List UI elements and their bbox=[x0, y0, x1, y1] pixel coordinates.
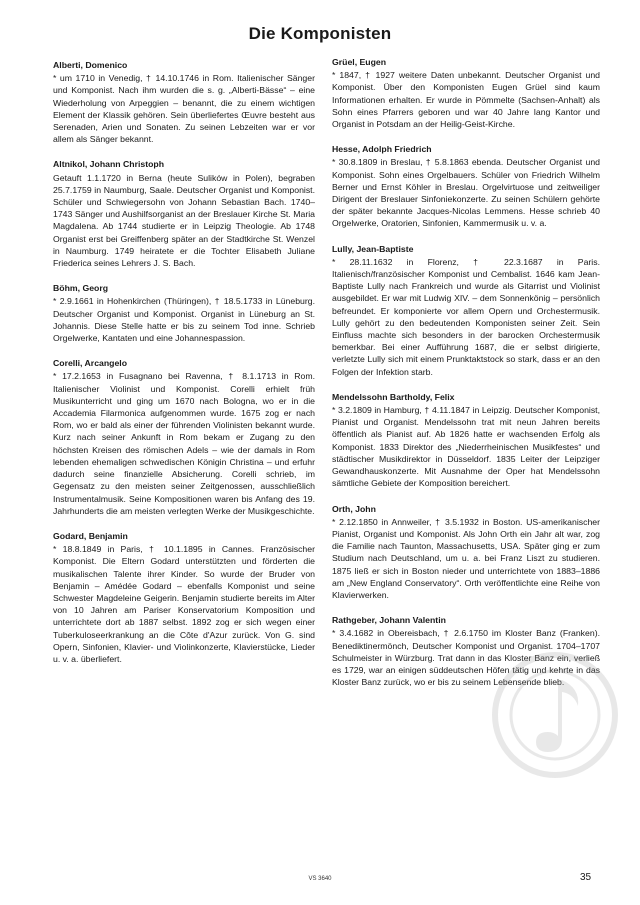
composer-entry-boehm bbox=[53, 282, 315, 344]
composer-bio: * 3.2.1809 in Hamburg, † 4.11.1847 in Leipzig. Deutscher Komponist, Pianist und Organist. Mendelssohn trat mit neun Jahren bereits öffentlich als Pianist auf. Ab 1826 hatte er wachsenden Erfolg als Komponist. 1833 Direktor des „Niederrheinischen Musikfestes“ und städtischer Musikdirektor in Düsseldorf. 1835 Leiter der Leipziger Gewandhauskonzerte. Mit Ausnahme der Oper hat Mendelssohn sämtliche Gebiete der Komposition bereichert. bbox=[332, 405, 600, 489]
composer-entry-alberti bbox=[53, 59, 315, 145]
publisher-watermark-icon bbox=[490, 650, 620, 780]
composer-name: Lully, Jean-Baptiste bbox=[332, 243, 414, 254]
composer-bio: * 17.2.1653 in Fusagnano bei Ravenna, † 8.1.1713 in Rom. Italienischer Violinist und Komponist. Corelli erhielt früh Musikunterricht und ging um 1670 nach Bologna, wo er in die Accademia Filarmonica aufgenommen wurde. 1675 zog er nach Rom, wo er bald als einer der führenden Violinisten bekannt wurde. Kurz nach seiner Ankunft in Rom bekam er Zugang zu den höchsten Kreisen des römischen Adels – wie der damals in Rom lebenden ehemaligen schwedischen Königin Christina – und erfuhr dadurch seine finanzielle Absicherung. Corelli schrieb, im Gegensatz zu den meisten seiner Zeitgenossen, ausschließlich Instrumentalmusik. Seine Kompositionen waren bis Anfang des 19. Jahrhunderts die am meisten verlegten Werke der Musikgeschichte. bbox=[53, 371, 315, 516]
composer-bio: * 2.9.1661 in Hohenkirchen (Thüringen), † 18.5.1733 in Lüneburg. Deutscher Organist und Komponist. Organist in Lüneburg an St. Johannis. Diese Stelle hatte er bis zu seinem Tod inne. Schrieb Orgelwerke, Kantaten und eine Johannespassion. bbox=[53, 296, 315, 344]
composer-name: Godard, Benjamin bbox=[53, 530, 128, 541]
composer-name: Orth, John bbox=[332, 503, 376, 514]
composer-entry-mendelssohn bbox=[332, 391, 600, 490]
composer-entry-altnikol bbox=[53, 158, 315, 269]
composer-bio: * um 1710 in Venedig, † 14.10.1746 in Rom. Italienischer Sänger und Komponist. Nach ihm wurden die s. g. „Alberti-Bässe“ – eine Wiederholung von Arpeggien – benannt, die zu einem wichtigen Element der Klassik gehören. Sein überliefertes Œuvre besteht aus Serenaden, Arien und Sonaten. Zu seinen Lebzeiten war er vor allem als Sänger bekannt. bbox=[53, 73, 315, 145]
composer-entry-grueel bbox=[332, 56, 600, 130]
composer-entry-lully bbox=[332, 243, 600, 378]
composer-name: Altnikol, Johann Christoph bbox=[53, 159, 165, 170]
left-column bbox=[53, 59, 315, 678]
composer-name: Böhm, Georg bbox=[53, 283, 109, 294]
page-title: Die Komponisten bbox=[248, 24, 392, 43]
composer-entry-hesse bbox=[332, 143, 600, 229]
composer-bio: * 1847, † 1927 weitere Daten unbekannt. Deutscher Organist und Komponist. Über den Komponisten Eugen Grüel sind kaum Informationen erhalten. Er wurde in Pömmelte (Sachsen-Anhalt) als Sohn eines Pfarrers geboren und war 40 Jahre lang Kantor und Organist in Potsdam an der Heilig-Geist-Kirche. bbox=[332, 70, 600, 130]
composer-name: Corelli, Arcangelo bbox=[53, 358, 128, 369]
edition-code: VS 3640 bbox=[308, 876, 332, 882]
composer-entry-orth bbox=[332, 503, 600, 602]
composer-name: Hesse, Adolph Friedrich bbox=[332, 144, 432, 155]
composer-bio: * 3.4.1682 in Obereisbach, † 2.6.1750 im Kloster Banz (Franken). Benediktinermönch, Deutscher Komponist und Organist. 1704–1707 Schulmeister in Würzburg. Trat dann in das Kloster Banz ein, verließ es 1729, war an einigen süddeutschen Höfen tätig und kehrte in das Kloster Banz zurück, wo er bis zu seinem Lebensende blieb. bbox=[332, 628, 600, 688]
composer-entry-corelli bbox=[53, 357, 315, 517]
page-number: 35 bbox=[580, 872, 592, 883]
composer-bio: * 30.8.1809 in Breslau, † 5.8.1863 ebenda. Deutscher Organist und Komponist. Sohn eines Orgelbauers. Schüler von Friedrich Wilhelm Berner und Ernst Köhler in Breslau. Orgelvirtuose und zeitweiliger Dirigent der Breslauer Sinfoniekonzerte. Zu seinen Schülern gehörte der später bekannte Jacques-Nicolas Lemmens. Hesse schrieb 40 Orgelwerke, Oratorien, Sinfonien, Kammermusik u. v. a. bbox=[332, 157, 600, 229]
composer-bio: * 2.12.1850 in Annweiler, † 3.5.1932 in Boston. US-amerikanischer Pianist, Organist und Komponist. Als John Orth ein Jahr alt war, zog die Familie nach Taunton, Massachusetts, USA. Später ging er zum Studium nach Deutschland, um u. a. bei Franz Liszt zu studieren. 1875 ließ er sich in Boston nieder und unterrichtete von 1883–1886 am „New England Conservatory“. Orth veröffentlichte eine Reihe von Klavierwerken. bbox=[332, 516, 600, 600]
composer-name: Grüel, Eugen bbox=[332, 57, 387, 67]
composer-bio: * 28.11.1632 in Florenz, † 22.3.1687 in Paris. Italienisch/französischer Komponist und Cembalist. 1646 kam Jean-Baptiste Lully nach Frankreich und wurde als Gitarrist und Violinist ausgebildet. Er war mit Ludwig XIV. – dem Sonnenkönig – persönlich befreundet. Er komponierte vor allem Opern und Orchestermusik. Lully gehört zu den bedeutenden Komponisten seiner Zeit. Sein Einfluss machte sich besonders in der barocken Orchestermusik bemerkbar. Bei einer Aufführung 1687, die er selbst dirigierte, verletzte Lully sich mit einem Prunktaktstock so stark, dass er an den Folgen der Infektion starb. bbox=[332, 256, 600, 377]
composer-name: Alberti, Domenico bbox=[53, 60, 128, 70]
composer-name: Rathgeber, Johann Valentin bbox=[332, 615, 446, 626]
composer-bio: Getauft 1.1.1720 in Berna (heute Sulików in Polen), begraben 25.7.1759 in Naumburg, Saale. Deutscher Organist und Komponist. Schüler und Schwiegersohn von Johann Sebastian Bach. 1740–1743 Sänger und Aushilfsorganist an der Breslauer Kirche St. Maria Magdalena. Ab 1744 studierte er in Leipzig Theologie. Ab 1748 Organist erst bei Greiffenberg später an der Stadtkirche St. Wenzel in Naumburg. 1749 heiratete er die Tochter Elisabeth Juliane Friederica seines Lehrers J. S. Bach. bbox=[53, 172, 315, 269]
composer-entry-godard bbox=[53, 530, 315, 665]
right-column bbox=[332, 56, 600, 701]
composer-name: Mendelssohn Bartholdy, Felix bbox=[332, 391, 455, 402]
composer-bio: * 18.8.1849 in Paris, † 10.1.1895 in Cannes. Französischer Komponist. Die Eltern Godard unterstützten und förderten die musikalischen Talente ihrer Kinder. So wurde der Bruder von Benjamin – Amédée Godard – ebenfalls Komponist und seine Schwester Magdeleine Geigerin. Benjamin studierte bereits im Alter von 10 Jahren am Pariser Konservatorium Komposition und unterrichtete dort ab 1887 selbst. 1892 zog er sich wegen einer Tuberkuloseerkrankung an die Côte d'Azur zurück. Von G. sind Opern, Sinfonien, Klavier- und Violinkonzerte, Klavierstücke, Lieder u. v. a. überliefert. bbox=[53, 544, 315, 664]
